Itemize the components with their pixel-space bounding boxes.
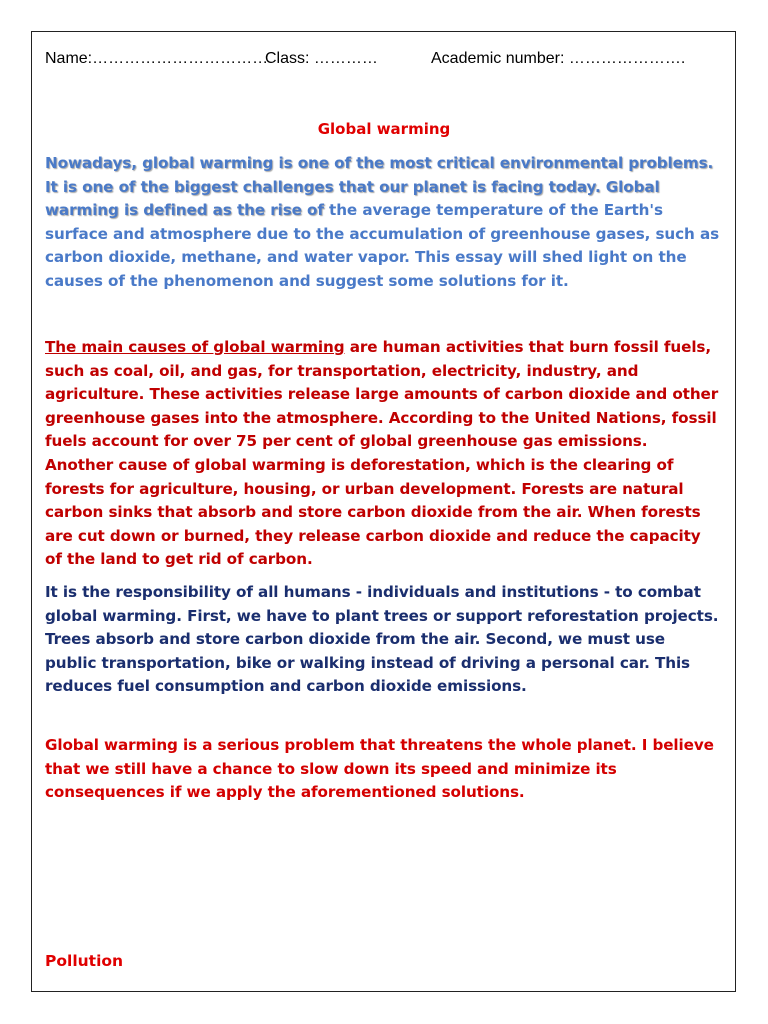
- footer-word: Pollution: [45, 952, 124, 970]
- conclusion-paragraph: Global warming is a serious problem that threatens the whole planet. I believe that we still have a chance to slow down its speed and minimize its consequences if we apply the aforementioned solutions.: [45, 736, 714, 802]
- causes-underlined-lead: The main causes of global warming: [45, 338, 345, 356]
- intro-shadowed-text: Nowadays, global warming is one of the most critical environmental problems. It is one of the biggest challenges that our planet is facing today. Global warming is defined as the rise of: [45, 154, 714, 220]
- causes-paragraph: [45, 336, 720, 572]
- causes-text: are human activities that burn fossil fuels, such as coal, oil, and gas, for transportation, electricity, industry, and agriculture. These activities release large amounts of carbon dioxide and other greenhouse gases into the atmosphere. According to the United Nations, fossil fuels account for over 75 per cent of global greenhouse gas emissions. Another cause of global warming is deforestation, which is the clearing of forests for agriculture, housing, or urban development. Forests are natural carbon sinks that absorb and store carbon dioxide from the air. When forests are cut down or burned, they release carbon dioxide and reduce the capacity of the land to get rid of carbon.: [45, 338, 719, 569]
- intro-plain-text: the average temperature of the Earth's surface and atmosphere due to the accumulation of greenhouse gases, such as carbon dioxide, methane, and water vapor. This essay will shed light on the causes of the phenomenon and suggest some solutions for it.: [45, 201, 720, 290]
- class-field: Class: …………: [265, 50, 378, 67]
- intro-paragraph: [45, 152, 720, 294]
- solutions-paragraph: It is the responsibility of all humans - individuals and institutions - to combat global warming. First, we have to plant trees or support reforestation projects. Trees absorb and store carbon dioxide from the air. Second, we must use public transportation, bike or walking instead of driving a personal car. This reduces fuel consumption and carbon dioxide emissions.: [45, 583, 719, 696]
- essay-title: Global warming: [317, 120, 451, 138]
- name-field: Name:……………………………: [45, 50, 269, 67]
- academic-number-field: Academic number: ………………….: [431, 50, 686, 67]
